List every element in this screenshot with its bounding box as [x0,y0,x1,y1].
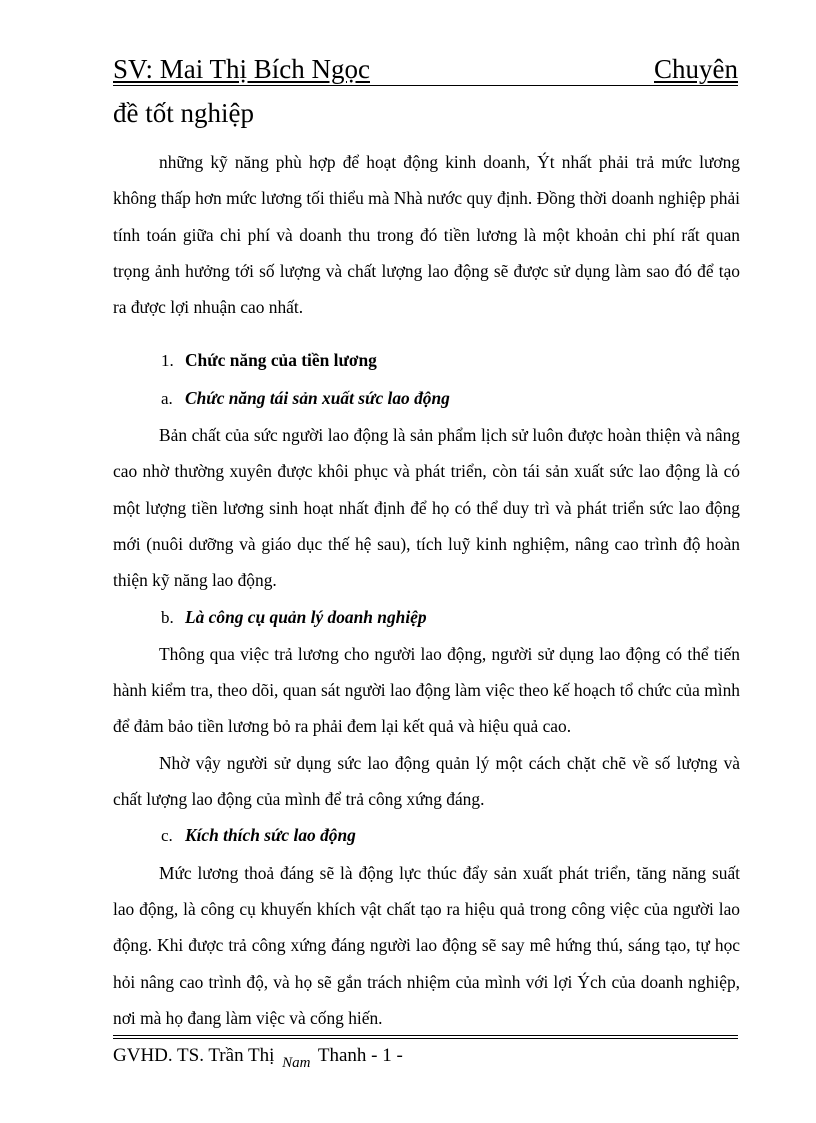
subsection-title: Chức năng tái sản xuất sức lao động [185,387,450,408]
page-footer [113,1035,738,1071]
paragraph-a: Bản chất của sức người lao động là sản phẩm lịch sử luôn được hoàn thiện và nâng cao nhờ thường xuyên được khôi phục và phát triển, còn tái sản xuất sức lao động là có một lượng tiền lương sinh hoạt nhất định để họ có thể duy trì và phát triển sức lao động mới (nuôi dưỡng và giáo dục thế hệ sau), tích luỹ kinh nghiệm, nâng cao trình độ hoàn thiện kỹ năng lao động. [113,425,740,591]
intro-paragraph: những kỹ năng phù hợp để hoạt động kinh doanh, Ýt nhất phải trả mức lương không thấp hơn mức lương tối thiểu mà Nhà nước quy định. Đồng thời doanh nghiệp phải tính toán giữa chi phí và doanh thu trong đó tiền lương là một khoản chi phí rất quan trọng ảnh hưởng tới số lượng và chất lượng lao động sẽ được sử dụng làm sao đó để tạo ra được lợi nhuận cao nhất. [113,152,740,318]
page-header [113,52,738,130]
advisor-prefix: GVHD. TS. Trần Thị [113,1045,275,1066]
footer-text [113,1045,738,1071]
subsection-letter: b. [161,607,174,627]
subsection-heading-a [113,380,740,417]
section-title: Chức năng của tiền lương [185,350,377,371]
section-number: 1. [161,351,174,371]
subsection-title: Là công cụ quản lý doanh nghiệp [185,606,427,627]
subsection-letter: a. [161,388,173,408]
header-title-end: đề tốt nghiệp [113,98,254,128]
subsection-heading-b [113,599,740,636]
footer-rule [113,1038,738,1039]
paragraph-c: Mức lương thoả đáng sẽ là động lực thúc đẩy sản xuất phát triển, tăng năng suất lao động, là công cụ khuyến khích vật chất tạo ra hiệu quả trong công việc của người lao động. Khi được trả công xứng đáng người lao động sẽ say mê hứng thú, sáng tạo, tự học hỏi nâng cao trình độ, và họ sẽ gắn trách nhiệm của mình với lợi Ých của doanh nghiệp, nơi mà họ đang làm việc và cống hiến. [113,862,740,1028]
header-line [113,52,738,86]
student-name: SV: Mai Thị Bích Ngọc [113,54,370,84]
advisor-script-name: Nam [282,1055,311,1071]
paragraph-b2: Nhờ vậy người sử dụng sức lao động quản lý một cách chặt chẽ về số lượng và chất lượng lao động của mình để trả công xứng đáng. [113,752,740,810]
footer-rule [113,1035,738,1036]
paragraph-b1: Thông qua việc trả lương cho người lao động, người sử dụng lao động có thể tiến hành kiểm tra, theo dõi, quan sát người lao động làm việc theo kế hoạch tổ chức của mình để đảm bảo tiền lương bỏ ra phải đem lại kết quả và hiệu quả cao. [113,643,740,737]
document-body [113,144,740,1036]
subsection-letter: c. [161,826,173,846]
section-heading-1 [113,342,740,379]
header-title-start: Chuyên [654,54,738,84]
advisor-suffix-page-number: Thanh - 1 - [317,1045,403,1066]
subsection-heading-c [113,817,740,854]
subsection-title: Kích thích sức lao động [185,825,356,846]
